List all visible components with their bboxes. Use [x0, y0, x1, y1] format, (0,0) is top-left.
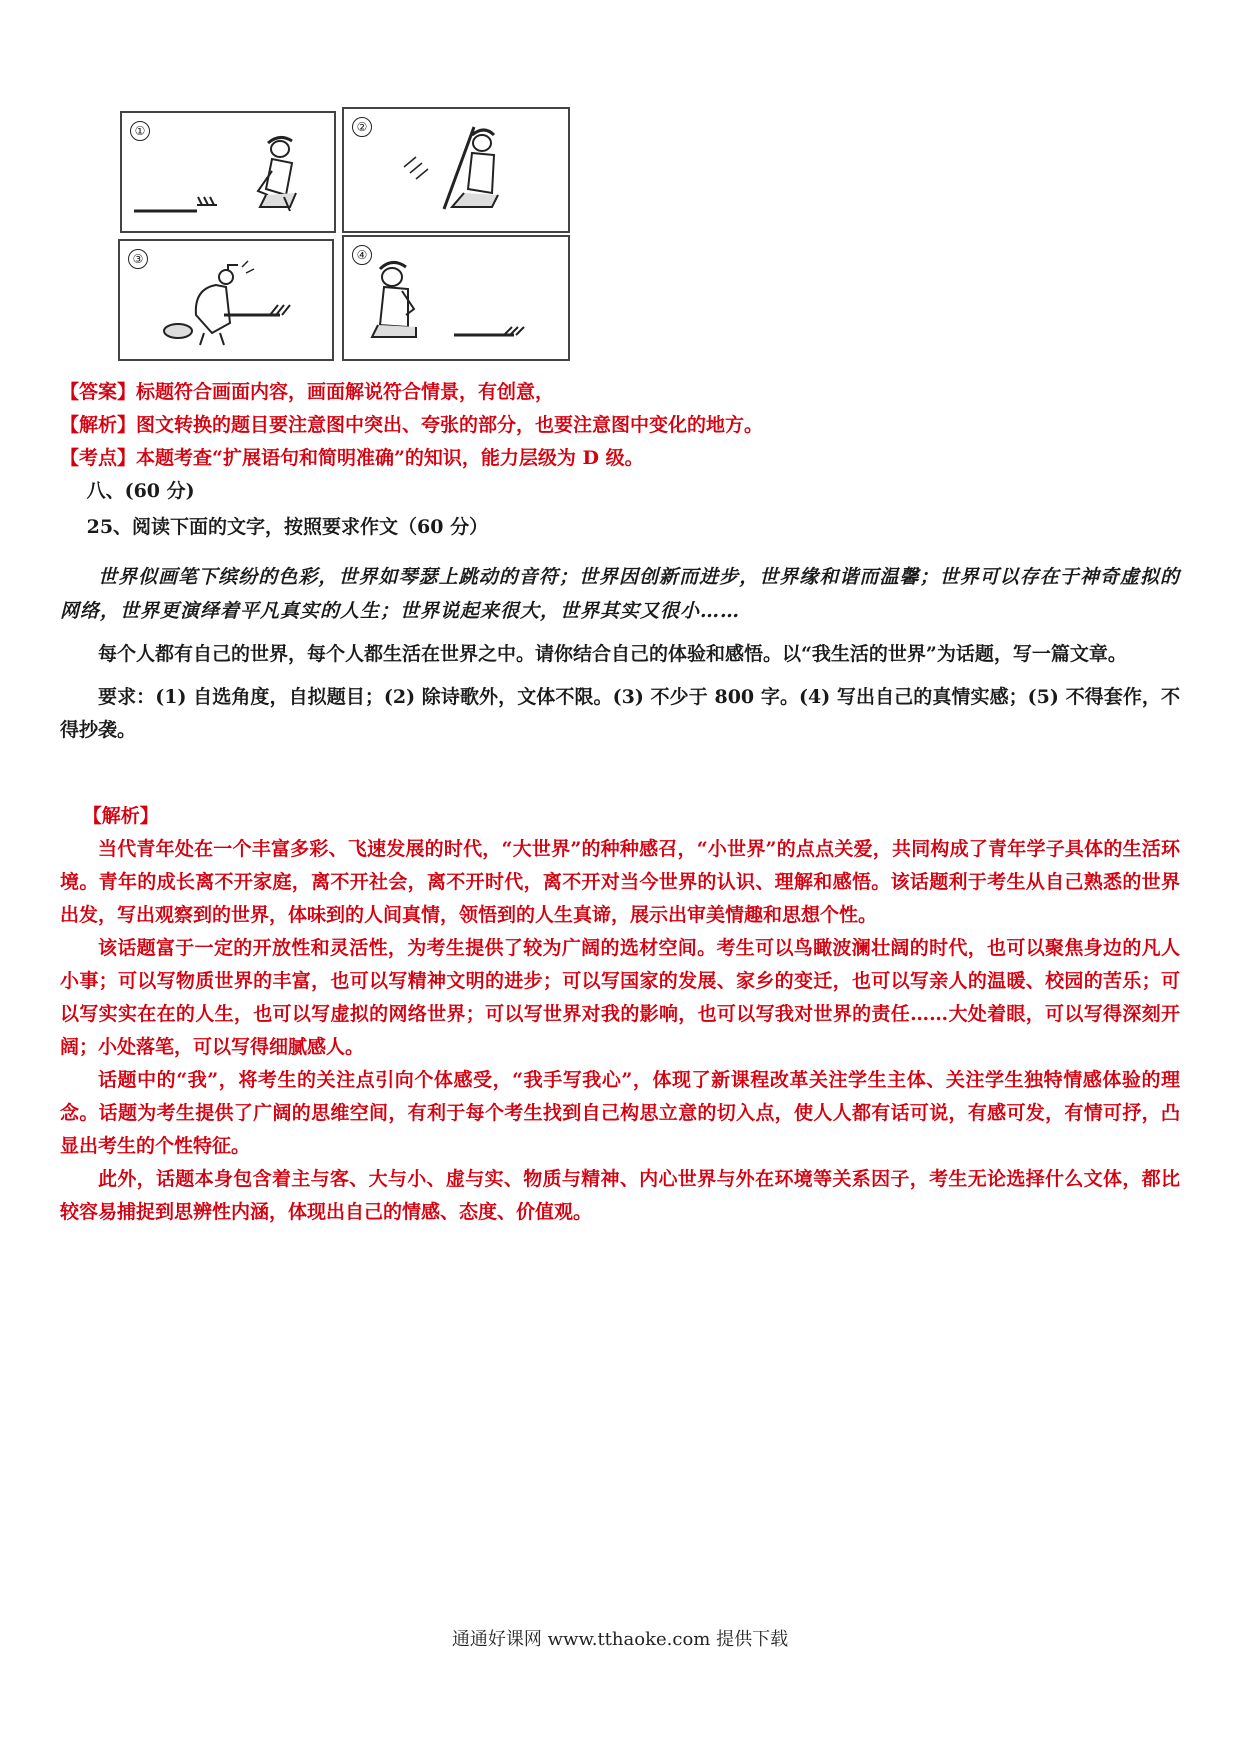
essay-analysis	[60, 800, 1180, 1229]
cartoon-illustration	[114, 97, 570, 357]
requirements-paragraph: 要求：(1) 自选角度，自拟题目；(2) 除诗歌外，文体不限。(3) 不少于 800 字。(4) 写出自己的真情实感；(5) 不得套作，不得抄袭。	[60, 686, 1180, 741]
answer-line	[60, 376, 1180, 409]
farmer-lifting-hoe-drawing	[344, 109, 568, 231]
analysis-paragraph-4: 此外，话题本身包含着主与客、大与小、虚与实、物质与精神、内心世界与外在环境等关系因子，考生无论选择什么文体，都比较容易捕捉到思辨性内涵，体现出自己的情感、态度、价值观。	[60, 1168, 1180, 1223]
answer-block	[60, 376, 1180, 544]
farmer-sitting-hoe-drawing	[122, 113, 334, 231]
panel-number: ②	[352, 117, 372, 137]
panel-number: ①	[130, 121, 150, 141]
writing-prompt	[60, 560, 1180, 747]
cartoon-panel-2	[342, 107, 570, 233]
essay-analysis-tag: 【解析】	[82, 805, 159, 827]
prompt-paragraph: 世界似画笔下缤纷的色彩，世界如琴瑟上跳动的音符；世界因创新而进步，世界缘和谐而温馨；世界可以存在于神奇虚拟的网络，世界更演绎着平凡真实的人生；世界说起来很大，世界其实又很小……	[60, 566, 1180, 622]
panel-number: ④	[352, 245, 372, 265]
answer-text: 标题符合画面内容，画面解说符合情景，有创意，	[136, 381, 555, 403]
panel-number: ③	[128, 249, 148, 269]
cartoon-panel-1	[120, 111, 336, 233]
cartoon-panel-3	[118, 239, 334, 361]
analysis-line	[60, 409, 1180, 442]
exam-point-tag: 【考点】	[60, 447, 137, 469]
analysis-paragraph-3: 话题中的“我”，将考生的关注点引向个体感受，“我手写我心”，体现了新课程改革关注学生主体、关注学生独特情感体验的理念。话题为考生提供了广阔的思维空间，有利于每个考生找到自己构思立意的切入点，使人人都有话可说，有感可发，有情可抒，凸显出考生的个性特征。	[60, 1069, 1180, 1157]
instruction-paragraph: 每个人都有自己的世界，每个人都生活在世界之中。请你结合自己的体验和感悟。以“我生活的世界”为话题，写一篇文章。	[98, 643, 1127, 665]
analysis-text: 图文转换的题目要注意图中突出、夸张的部分，也要注意图中变化的地方。	[136, 414, 764, 436]
question-25: 25、阅读下面的文字，按照要求作文（60 分）	[86, 516, 489, 538]
farmer-resting-hoe-drawing	[344, 237, 568, 359]
cartoon-panel-4	[342, 235, 570, 361]
answer-tag: 【答案】	[60, 381, 137, 403]
section-heading: 八、(60 分)	[86, 480, 195, 502]
page-footer: 通通好课网 www.tthaoke.com 提供下载	[451, 1629, 789, 1650]
exam-point-line	[60, 442, 1180, 475]
analysis-tag: 【解析】	[60, 414, 137, 436]
analysis-paragraph-2: 该话题富于一定的开放性和灵活性，为考生提供了较为广阔的选材空间。考生可以鸟瞰波澜壮阔的时代，也可以聚焦身边的凡人小事；可以写物质世界的丰富，也可以写精神文明的进步；可以写国家的发展、家乡的变迁，也可以写亲人的温暖、校园的苦乐；可以写实实在在的人生，也可以写虚拟的网络世界；可以写世界对我的影响，也可以写我对世界的责任……大处着眼，可以写得深刻开阔；小处落笔，可以写得细腻感人。	[60, 937, 1180, 1058]
analysis-paragraph-1: 当代青年处在一个丰富多彩、飞速发展的时代，“大世界”的种种感召，“小世界”的点点关爱，共同构成了青年学子具体的生活环境。青年的成长离不开家庭，离不开社会，离不开时代，离不开对当今世界的认识、理解和感悟。该话题利于考生从自己熟悉的世界出发，写出观察到的世界，体味到的人间真情，领悟到的人生真谛，展示出审美情趣和思想个性。	[60, 838, 1180, 926]
exam-point-text: 本题考查“扩展语句和简明准确”的知识，能力层级为 D 级。	[136, 447, 644, 469]
farmer-bending-hoe-drawing	[120, 241, 332, 359]
